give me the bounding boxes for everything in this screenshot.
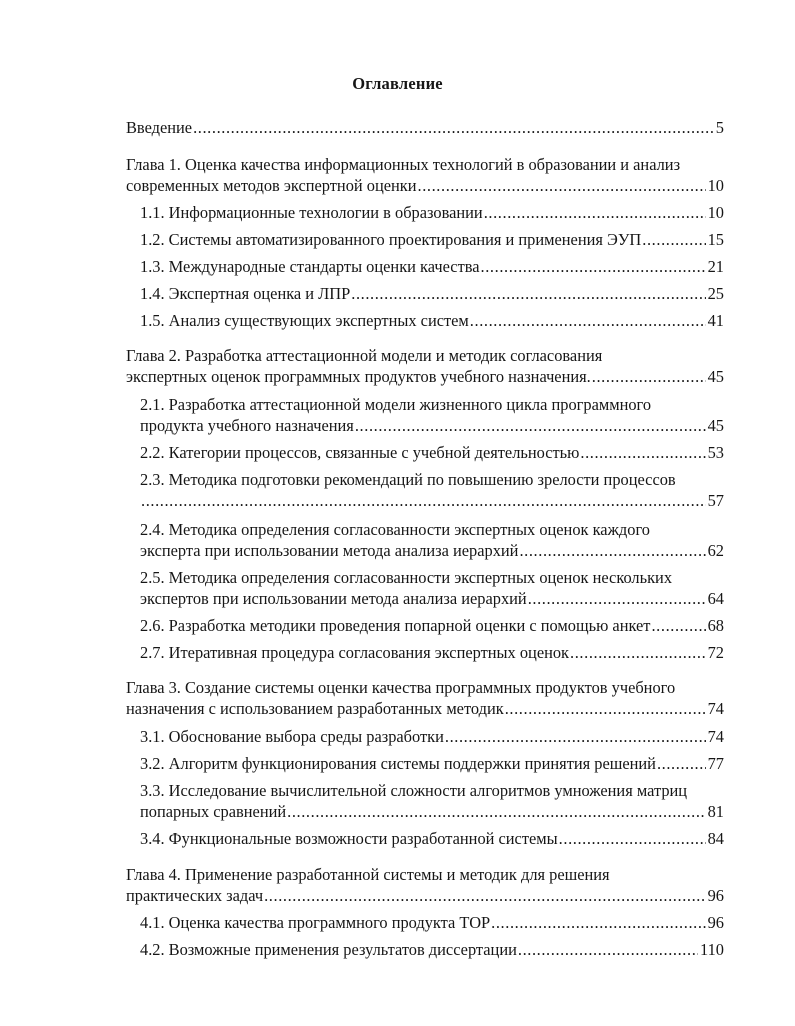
dot-leader [559,828,706,849]
dot-leader [470,310,706,331]
toc-entry-leader-line [140,229,724,250]
toc-entry-title: эксперта при использовании метода анализа иерархий [140,541,519,560]
toc-entry-title-line: 3.3. Исследование вычислительной сложности алгоритмов умножения матриц [140,781,688,800]
toc-entry-leader-line [140,615,724,636]
toc-entry-title: продукта учебного назначения [140,416,354,435]
toc-entry-title-line: 2.3. Методика подготовки рекомендаций по повышению зрелости процессов [140,470,676,489]
toc-entry-title: 1.2. Системы автоматизированного проектирования и применения ЭУП [140,230,642,249]
dot-leader [141,490,706,511]
dot-leader [505,698,706,719]
toc-page-number: 53 [707,443,724,462]
toc-entry-title-line: 2.4. Методика определения согласованности экспертных оценок каждого [140,520,650,539]
toc-section-entry[interactable] [126,642,724,663]
toc-entry-leader-line [140,415,724,436]
toc-entry-title: 1.4. Экспертная оценка и ЛПР [140,284,351,303]
toc-entry-title: назначения с использованием разработанных методик [126,699,504,718]
toc-entry-leader-line [126,175,724,196]
dot-leader [193,117,714,138]
toc-section-entry[interactable] [126,469,724,511]
toc-page-number: 21 [707,257,724,276]
page-title: Оглавление [352,74,443,93]
toc-entry-leader-line [140,540,724,561]
toc-page-number: 81 [707,802,724,821]
dot-leader [351,283,705,304]
toc-section-entry[interactable] [126,256,724,277]
toc-page-number: 45 [707,367,724,386]
toc-page-number: 25 [707,284,724,303]
toc-entry-title: 4.2. Возможные применения результатов диссертации [140,940,517,959]
toc-section-entry[interactable] [126,615,724,636]
toc-section-entry[interactable] [126,567,724,609]
toc-page-number: 74 [707,727,724,746]
dot-leader [484,202,706,223]
toc-section-entry[interactable] [126,726,724,747]
dot-leader [528,588,706,609]
toc-entry-leader-line [140,939,724,960]
toc-page-number: 72 [707,643,724,662]
toc-entry-leader-line [140,283,724,304]
toc-entry-title: современных методов экспертной оценки [126,176,417,195]
toc-entry-leader-line [140,801,724,822]
dot-leader [481,256,706,277]
table-of-contents [126,117,724,960]
toc-entry-title: попарных сравнений [140,802,287,821]
toc-page-number: 110 [700,940,724,959]
toc-entry-leader-line [140,256,724,277]
dot-leader [642,229,705,250]
toc-page-number: 96 [707,913,724,932]
toc-page-number: 10 [707,176,724,195]
toc-entry-leader-line [140,753,724,774]
dot-leader [657,753,706,774]
toc-section-entry[interactable] [126,442,724,463]
toc-page-number: 41 [707,311,724,330]
toc-entry-title: 2.7. Итеративная процедура согласования экспертных оценок [140,643,570,662]
toc-entry-leader-line [140,828,724,849]
toc-entry-title: 2.2. Категории процессов, связанные с учебной деятельностью [140,443,580,462]
toc-entry-title-line: Глава 4. Применение разработанной системы и методик для решения [126,865,610,884]
toc-chapter-entry[interactable] [126,117,724,138]
toc-page-number: 15 [707,230,724,249]
toc-entry-title: 1.1. Информационные технологии в образовании [140,203,483,222]
toc-entry-title: 3.4. Функциональные возможности разработанной системы [140,829,558,848]
toc-entry-leader-line [126,366,724,387]
toc-entry-leader-line [126,698,724,719]
toc-chapter-entry[interactable] [126,345,724,387]
toc-page-number: 64 [707,589,724,608]
toc-entry-title: экспертных оценок программных продуктов учебного назначения. [126,367,591,386]
dot-leader [518,939,698,960]
toc-entry-title-line: Глава 2. Разработка аттестационной модели и методик согласования [126,346,603,365]
dot-leader [491,912,705,933]
toc-section-entry[interactable] [126,519,724,561]
toc-entry-leader-line [140,310,724,331]
toc-entry-title: 1.5. Анализ существующих экспертных систем [140,311,469,330]
toc-section-entry[interactable] [126,229,724,250]
toc-page-number: 74 [707,699,724,718]
toc-entry-leader-line [140,588,724,609]
toc-entry-title-line: Глава 1. Оценка качества информационных технологий в образовании и анализ [126,155,681,174]
toc-entry-title-line: 2.1. Разработка аттестационной модели жизненного цикла программного [140,395,652,414]
toc-section-entry[interactable] [126,780,724,822]
toc-page-number: 10 [707,203,724,222]
toc-page-number: 5 [715,118,724,137]
toc-entry-title-line: 2.5. Методика определения согласованности экспертных оценок нескольких [140,568,673,587]
toc-page-number: 68 [707,616,724,635]
toc-chapter-entry[interactable] [126,677,724,719]
toc-page-number: 62 [707,541,724,560]
toc-entry-title: 3.2. Алгоритм функционирования системы поддержки принятия решений [140,754,656,773]
toc-page-number: 96 [707,886,724,905]
dot-leader [418,175,706,196]
toc-entry-leader-line [140,202,724,223]
toc-entry-title: практических задач [126,886,264,905]
dot-leader [592,366,706,387]
toc-entry-title: 3.1. Обоснование выбора среды разработки [140,727,444,746]
toc-entry-title: 1.3. Международные стандарты оценки качества [140,257,480,276]
toc-entry-title: 2.6. Разработка методики проведения попарной оценки с помощью анкет [140,616,651,635]
dot-leader [264,885,706,906]
toc-page-number: 45 [707,416,724,435]
toc-section-entry[interactable] [126,828,724,849]
toc-section-entry[interactable] [126,394,724,436]
toc-entry-title-line: Глава 3. Создание системы оценки качества программных продуктов учебного [126,678,676,697]
toc-section-entry[interactable] [126,283,724,304]
toc-section-entry[interactable] [126,202,724,223]
dot-leader [570,642,706,663]
dot-leader [519,540,705,561]
toc-entry-leader-line [126,885,724,906]
dot-leader [445,726,706,747]
toc-entry-leader-line [140,642,724,663]
dot-leader [651,615,705,636]
toc-chapter-entry[interactable] [126,154,724,196]
toc-section-entry[interactable] [126,912,724,933]
dot-leader [580,442,705,463]
toc-entry-leader-line [140,912,724,933]
toc-entry-leader-line [126,117,724,138]
toc-entry-leader-line [140,726,724,747]
toc-section-entry[interactable] [126,753,724,774]
toc-page-number: 57 [707,491,724,510]
toc-section-entry[interactable] [126,939,724,960]
toc-section-entry[interactable] [126,310,724,331]
toc-entry-title: Введение [126,118,193,137]
toc-chapter-entry[interactable] [126,864,724,906]
toc-entry-title: экспертов при использовании метода анализа иерархий [140,589,527,608]
toc-entry-leader-line [140,490,724,511]
toc-entry-title: 4.1. Оценка качества программного продукта ТОР [140,913,491,932]
dot-leader [355,415,706,436]
toc-entry-leader-line [140,442,724,463]
toc-page-number: 84 [707,829,724,848]
dot-leader [287,801,705,822]
toc-page-number: 77 [707,754,724,773]
